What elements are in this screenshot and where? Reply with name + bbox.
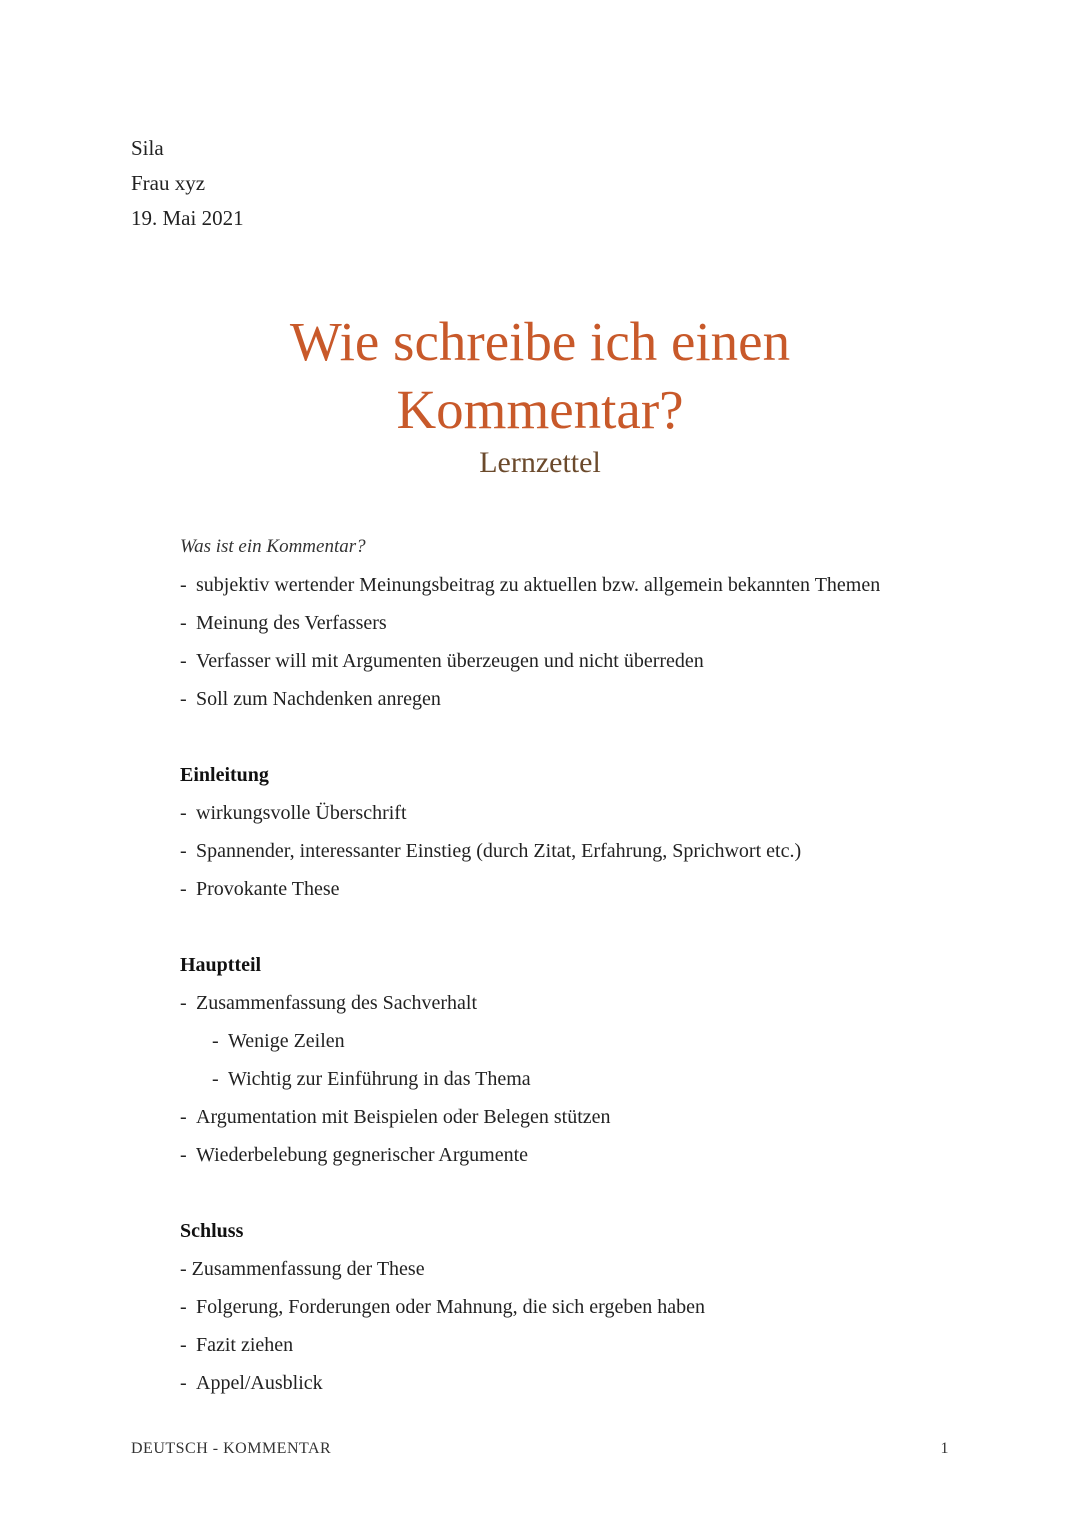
list-item: - Spannender, interessanter Einstieg (durch Zitat, Erfahrung, Sprichwort etc.) xyxy=(180,840,802,862)
title-block xyxy=(0,308,1080,480)
title-line-2: Kommentar? xyxy=(396,379,684,440)
list-item: - Verfasser will mit Argumenten überzeugen und nicht überreden xyxy=(180,650,704,672)
sub-list-item: - Wichtig zur Einführung in das Thema xyxy=(212,1068,531,1090)
page-number: 1 xyxy=(940,1440,949,1457)
teacher-name: Frau xyz xyxy=(131,171,206,195)
list-item: - subjektiv wertender Meinungsbeitrag zu aktuellen bzw. allgemein bekannten Themen xyxy=(180,574,881,596)
document-date: 19. Mai 2021 xyxy=(131,206,244,230)
author-name: Sila xyxy=(131,136,164,160)
page-footer xyxy=(131,1440,949,1458)
list-item: - wirkungsvolle Überschrift xyxy=(180,802,407,824)
section-heading-hauptteil: Hauptteil xyxy=(180,954,262,976)
intro-heading: Was ist ein Kommentar? xyxy=(180,536,366,557)
sub-list-item: - Wenige Zeilen xyxy=(212,1030,345,1052)
page-subtitle: Lernzettel xyxy=(479,446,601,479)
title-line-1: Wie schreibe ich einen xyxy=(289,311,791,372)
section-heading-einleitung: Einleitung xyxy=(180,764,269,786)
list-item: - Argumentation mit Beispielen oder Belegen stützen xyxy=(180,1106,611,1128)
page-title xyxy=(0,308,1080,444)
list-item: - Fazit ziehen xyxy=(180,1334,294,1356)
list-item: - Zusammenfassung des Sachverhalt xyxy=(180,992,478,1014)
footer-label: DEUTSCH - KOMMENTAR xyxy=(131,1440,332,1457)
list-item: - Meinung des Verfassers xyxy=(180,612,387,634)
list-item: - Folgerung, Forderungen oder Mahnung, die sich ergeben haben xyxy=(180,1296,705,1318)
list-item: - Provokante These xyxy=(180,878,340,900)
document-body xyxy=(180,528,980,1402)
list-item: - Wiederbelebung gegnerischer Argumente xyxy=(180,1144,529,1166)
list-item: - Zusammenfassung der These xyxy=(180,1258,425,1280)
list-item: - Appel/Ausblick xyxy=(180,1372,323,1394)
author-block xyxy=(131,131,244,236)
section-heading-schluss: Schluss xyxy=(180,1220,244,1242)
list-item: - Soll zum Nachdenken anregen xyxy=(180,688,441,710)
